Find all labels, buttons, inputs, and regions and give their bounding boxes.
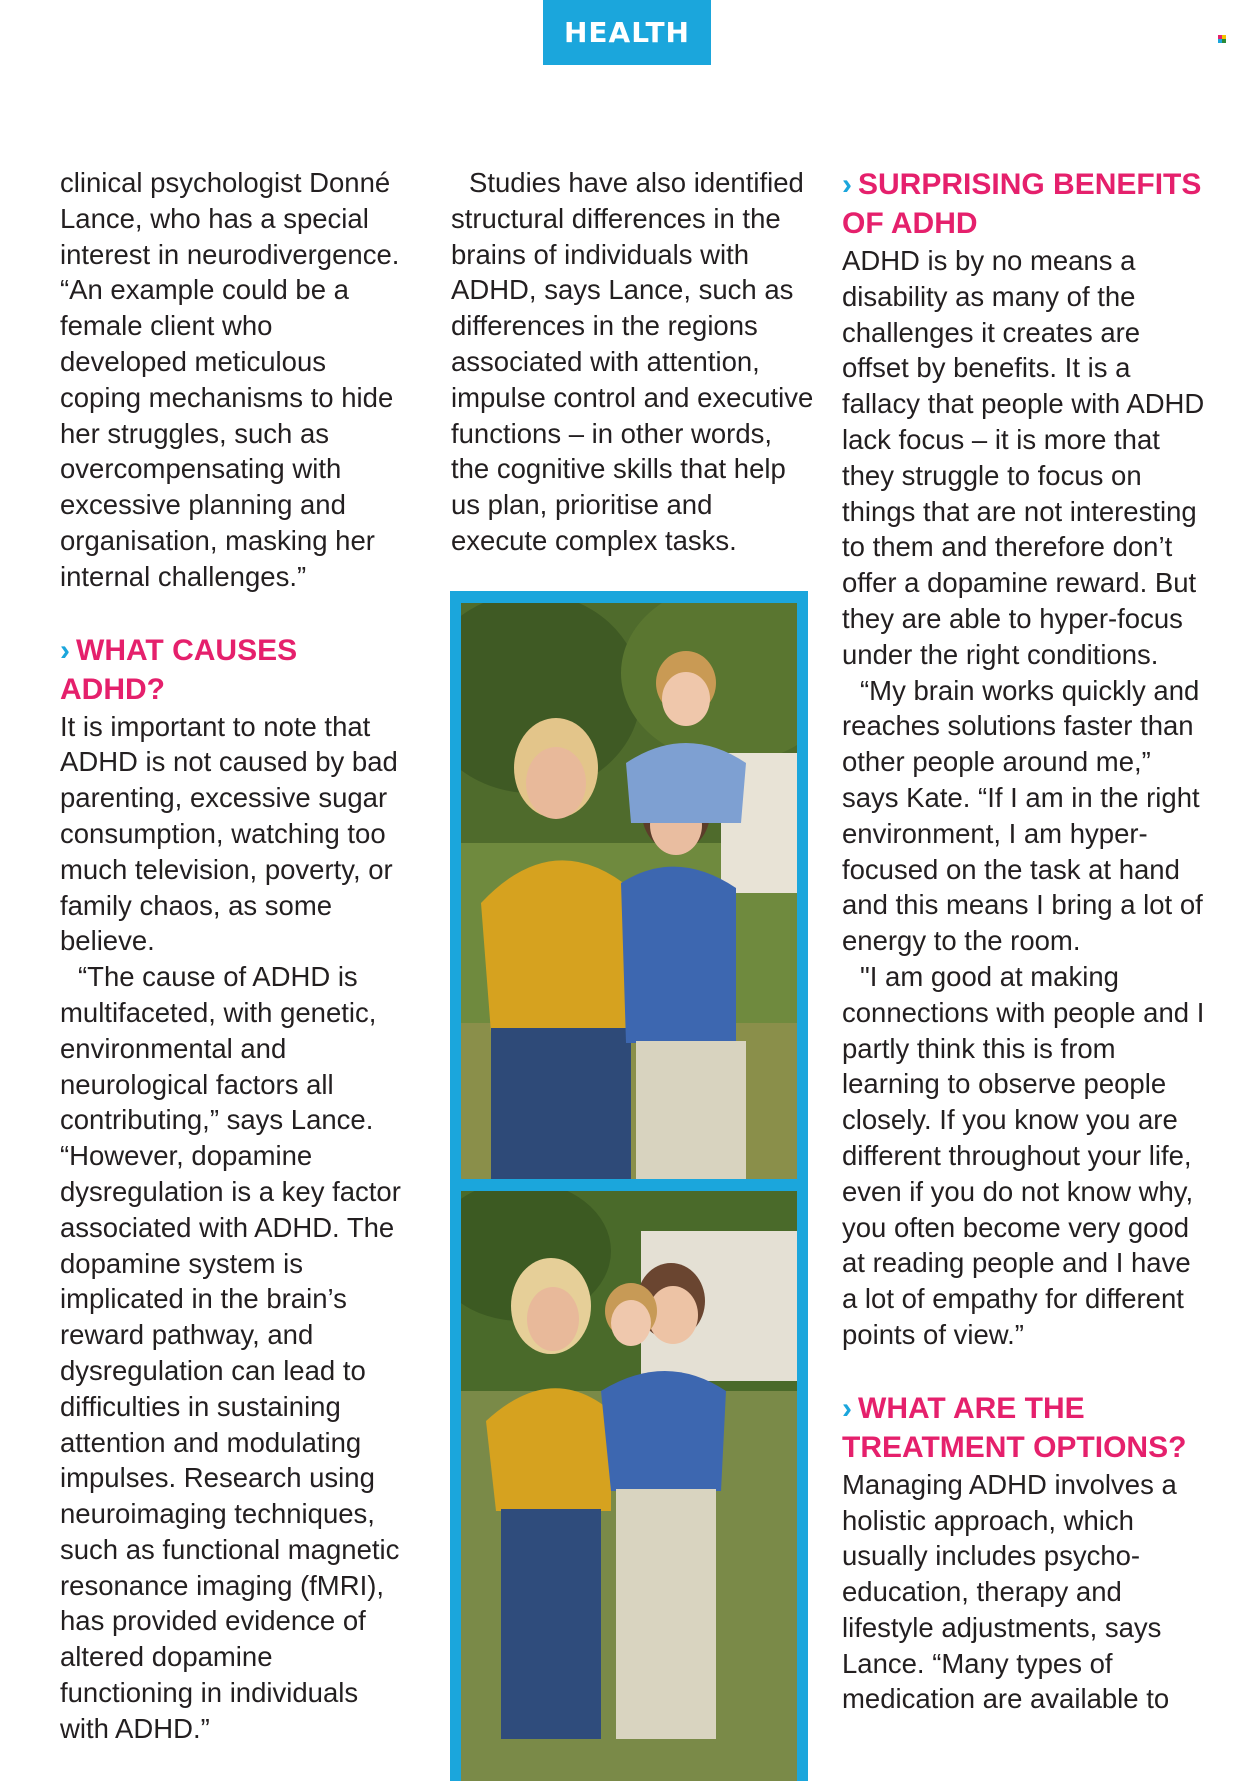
body-paragraph: clinical psychologist Donné Lance, who has a special interest in neurodivergence. “An example could be a female client who developed meticulous coping mechanisms to hide her struggles, such as overcompensating with excessive planning and organisation, masking her internal challenges.” [60, 167, 400, 592]
article-column-3 [842, 165, 1212, 1717]
body-paragraph: "I am good at making connections with people and I partly think this is from learning to observe people closely. If you know you are different throughout your life, even if you do not know why, you often become very good at reading people and I have a lot of empathy for different points of view.” [842, 960, 1205, 1350]
article-column-1 [60, 165, 405, 1747]
heading-treatment-options: › WHAT ARE THE TREATMENT OPTIONS? [842, 1391, 1187, 1464]
body-paragraph: Managing ADHD involves a holistic approach, which usually includes psycho-education, therapy and lifestyle adjustments, says Lance. “Many types of medication are available to [842, 1468, 1177, 1715]
chevron-right-icon: › [60, 633, 70, 667]
family-photo-bottom [461, 1191, 797, 1781]
body-paragraph: Studies have also identified structural differences in the brains of individuals with ADHD, says Lance, such as differences in the regions associated with attention, impulse control and executive functions – in other words, the cognitive skills that help us plan, prioritise and execute complex tasks. [451, 167, 814, 556]
heading-what-causes-adhd: › WHAT CAUSES ADHD? [60, 633, 298, 706]
body-paragraph: ADHD is by no means a disability as many of the challenges it creates are offset by benefits. It is a fallacy that people with ADHD lack focus – it is more that they struggle to focus on things that are not interesting to them and therefore don’t offer a dopamine reward. But they are able to hyper-focus under the right conditions. [842, 245, 1205, 670]
photo-frame [450, 591, 808, 1781]
chevron-right-icon: › [842, 1391, 852, 1425]
chevron-right-icon: › [842, 168, 852, 201]
heading-surprising-benefits: › SURPRISING BENEFITS OF ADHD [842, 168, 1202, 240]
body-paragraph: It is important to note that ADHD is not caused by bad parenting, excessive sugar consumption, watching too much television, poverty, or family chaos, as some believe. [60, 710, 398, 957]
article-column-2 [451, 165, 815, 559]
body-paragraph: “My brain works quickly and reaches solutions faster than other people around me,” says Kate. “If I am in the right environment, I am hyper-focused on the task at hand and this means I bring a lot of energy to the room. [842, 674, 1203, 957]
section-tab: HEALTH [543, 0, 711, 65]
body-paragraph: “The cause of ADHD is multifaceted, with genetic, environmental and neurological factors all contributing,” says Lance. “However, dopamine dysregulation is a key factor associated with ADHD. The dopamine system is implicated in the brain’s reward pathway, and dysregulation can lead to difficulties in sustaining attention and modulating impulses. Research using neuroimaging techniques, such as functional magnetic resonance imaging (fMRI), has provided evidence of altered dopamine functioning in individuals with ADHD.” [60, 961, 401, 1744]
registration-mark [1218, 35, 1226, 43]
family-photo-top [461, 603, 797, 1179]
